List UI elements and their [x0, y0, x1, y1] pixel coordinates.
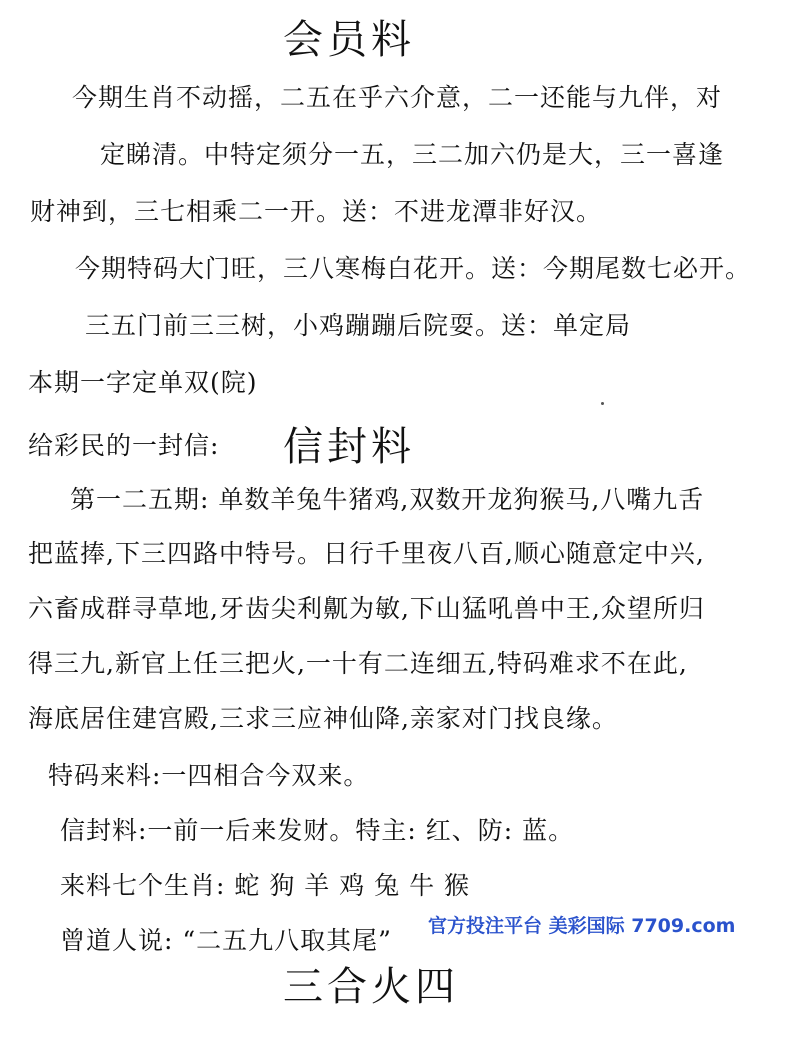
letter-line-2: 把蓝捧,下三四路中特号。日行千里夜八百,顺心随意定中兴, [28, 539, 705, 568]
letter-line-5: 海底居住建宫殿,三求三应神仙降,亲家对门找良缘。 [28, 704, 618, 733]
member-line-6: 本期一字定单双(院) [28, 368, 258, 397]
member-line-5: 三五门前三三树，小鸡蹦蹦后院耍。送：单定局 [85, 311, 632, 340]
title-bottom: 三合火四 [283, 964, 459, 1010]
member-line-2: 定睇清。中特定须分一五，三二加六仍是大，三一喜逢 [100, 140, 725, 169]
watermark-link[interactable]: 官方投注平台 美彩国际 7709.com [428, 915, 736, 937]
member-line-1: 今期生肖不动摇，二五在乎六介意，二一还能与九伴，对 [72, 83, 723, 112]
letter-line-3: 六畜成群寻草地,牙齿尖利鼿为敏,下山猛吼兽中王,众望所归 [28, 594, 705, 623]
member-line-3: 财神到，三七相乘二一开。送：不进龙潭非好汉。 [30, 197, 603, 226]
speck [601, 402, 604, 405]
letter-line-4: 得三九,新官上任三把火,一十有二连细五,特码难求不在此, [28, 649, 688, 678]
taoist-line: 曾道人说: “二五九八取其尾” [60, 926, 392, 955]
letter-intro: 给彩民的一封信: [28, 431, 220, 460]
member-line-4: 今期特码大门旺，三八寒梅白花开。送：今期尾数七必开。 [75, 254, 752, 283]
special-code-source: 特码来料:一四相合今双来。 [48, 761, 370, 790]
envelope-note: 信封料:一前一后来发财。特主: 红、防: 蓝。 [60, 816, 575, 845]
zodiac-line: 来料七个生肖: 蛇 狗 羊 鸡 兔 牛 猴 [60, 871, 471, 900]
title-envelope-material: 信封料 [283, 424, 415, 470]
letter-line-1: 第一二五期: 单数羊兔牛猪鸡,双数开龙狗猴马,八嘴九舌 [70, 485, 705, 514]
title-member-material: 会员料 [283, 17, 415, 63]
